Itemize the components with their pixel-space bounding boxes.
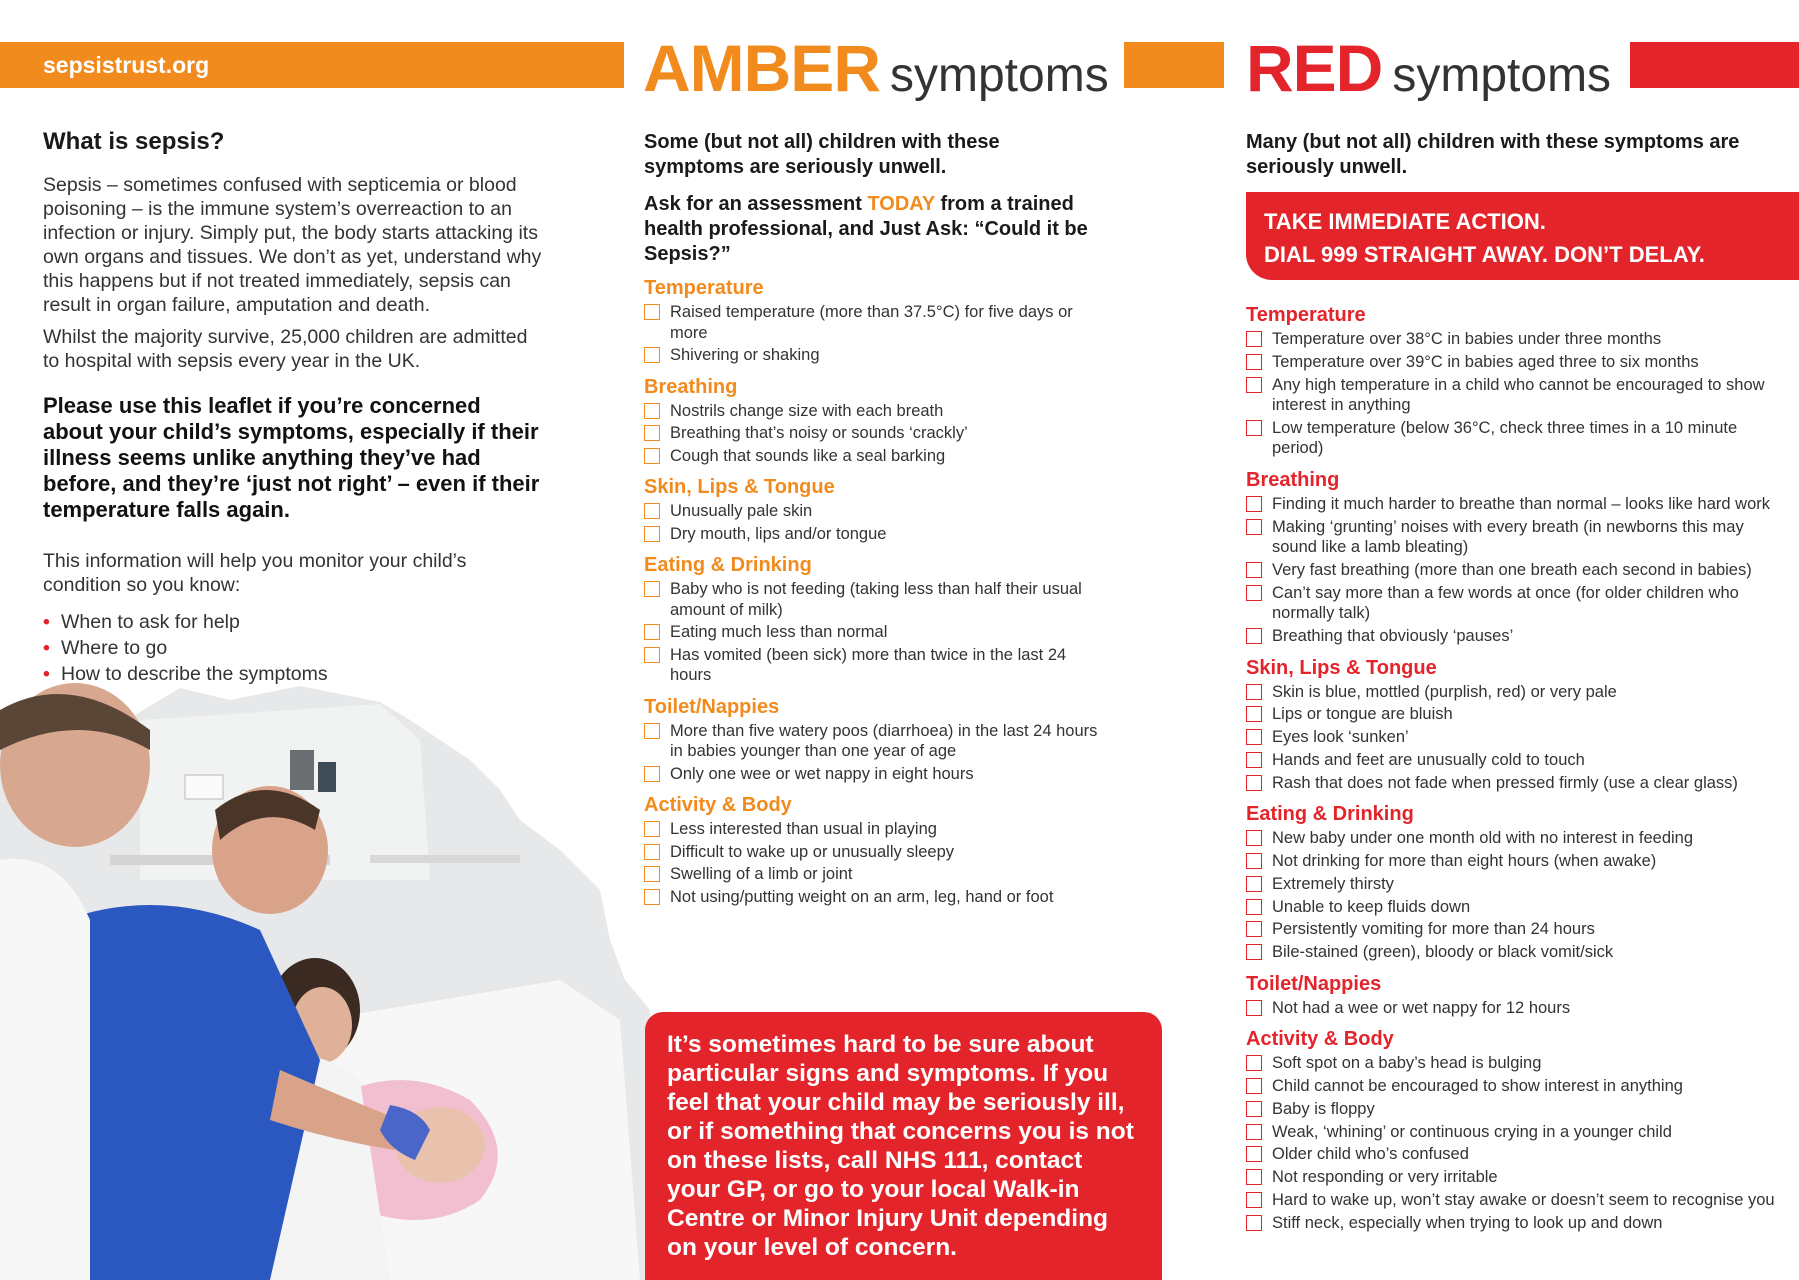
checkbox-icon[interactable] xyxy=(1246,331,1262,347)
section-title: Activity & Body xyxy=(644,794,792,816)
symptom-text: Baby who is not feeding (taking less than half their usual amount of milk) xyxy=(670,580,1082,619)
symptom-item xyxy=(1246,560,1786,581)
symptom-text: Hard to wake up, won’t stay awake or doesn’t seem to recognise you xyxy=(1272,1191,1775,1210)
symptom-text: Soft spot on a baby’s head is bulging xyxy=(1272,1054,1542,1073)
symptom-item xyxy=(1246,329,1786,350)
action-line-2: DIAL 999 STRAIGHT AWAY. DON’T DELAY. xyxy=(1264,242,1705,267)
red-heading xyxy=(1246,30,1611,106)
symptom-text: Temperature over 39°C in babies aged three to six months xyxy=(1272,352,1699,371)
symptom-item xyxy=(1246,897,1786,918)
banner-bar-middle xyxy=(1124,42,1224,88)
symptom-item xyxy=(644,887,1104,908)
symptom-text: Lips or tongue are bluish xyxy=(1272,705,1453,724)
checkbox-icon[interactable] xyxy=(1246,684,1262,700)
symptom-text: Not had a wee or wet nappy for 12 hours xyxy=(1272,998,1571,1017)
symptom-text: Unusually pale skin xyxy=(670,502,813,520)
intro-paragraph-1: Sepsis – sometimes confused with septicemia or blood poisoning – is the immune system’s overreaction to an infection or injury. Simply put, the body starts attacking its own organs and tissues. We don’t as yet, understand why this happens but if not treated immediately, sepsis can result in organ failure, amputation and death. xyxy=(43,174,542,316)
section-title: Temperature xyxy=(644,277,764,299)
checkbox-icon[interactable] xyxy=(1246,830,1262,846)
symptom-text: Cough that sounds like a seal barking xyxy=(670,446,946,465)
symptom-item xyxy=(1246,583,1786,624)
checkbox-icon[interactable] xyxy=(1246,1215,1262,1231)
notice-text: It’s sometimes hard to be sure about particular signs and symptoms. If you feel that your child may be seriously ill, or if something that concerns you is not on these lists, call NHS 111, contact your GP, or go to your local Walk-in Centre or Minor Injury Unit depending on your level of concern. xyxy=(667,1031,1134,1261)
amber-section xyxy=(644,696,1104,785)
checkbox-icon[interactable] xyxy=(644,304,660,320)
symptom-item xyxy=(1246,682,1786,703)
checkbox-icon[interactable] xyxy=(1246,585,1262,601)
checkbox-icon[interactable] xyxy=(1246,562,1262,578)
symptom-item xyxy=(1246,750,1786,771)
checkbox-icon[interactable] xyxy=(1246,496,1262,512)
amber-section xyxy=(644,794,1104,907)
checkbox-icon[interactable] xyxy=(1246,853,1262,869)
amber-section xyxy=(644,476,1104,544)
symptom-item xyxy=(1246,828,1786,849)
red-section xyxy=(1246,1028,1786,1233)
symptom-text: Less interested than usual in playing xyxy=(670,820,937,838)
bullet-dot-icon: • xyxy=(43,663,50,685)
checkbox-icon[interactable] xyxy=(1246,420,1262,436)
checkbox-icon[interactable] xyxy=(1246,1124,1262,1140)
amber-intro: Some (but not all) children with these symptoms are seriously unwell. xyxy=(644,131,1000,178)
symptom-item xyxy=(1246,418,1786,459)
symptom-item xyxy=(644,501,1104,522)
symptom-item xyxy=(1246,874,1786,895)
symptom-item xyxy=(1246,1076,1786,1097)
bullet-item: • When to ask for help xyxy=(43,611,240,633)
symptom-item xyxy=(1246,727,1786,748)
checkbox-icon[interactable] xyxy=(1246,354,1262,370)
symptom-text: Rash that does not fade when pressed firmly (use a clear glass) xyxy=(1272,773,1738,792)
checkbox-icon[interactable] xyxy=(644,723,660,739)
checkbox-icon[interactable] xyxy=(1246,1192,1262,1208)
symptom-text: Making ‘grunting’ noises with every breath (in newborns this may sound like a lamb bleating) xyxy=(1272,517,1744,557)
checkbox-icon[interactable] xyxy=(1246,377,1262,393)
symptom-item xyxy=(1246,1144,1786,1165)
section-title: Activity & Body xyxy=(1246,1028,1394,1051)
symptom-text: Only one wee or wet nappy in eight hours xyxy=(670,764,974,783)
today-highlight: TODAY xyxy=(867,193,935,215)
checkbox-icon[interactable] xyxy=(1246,752,1262,768)
immediate-action-banner xyxy=(1246,192,1799,280)
banner-bar-right xyxy=(1630,42,1799,88)
symptom-item xyxy=(644,446,1104,467)
symptom-item xyxy=(1246,919,1786,940)
checkbox-icon[interactable] xyxy=(644,647,660,663)
help-bullet-list xyxy=(43,609,543,687)
symptom-item xyxy=(644,764,1104,785)
symptom-item xyxy=(1246,626,1786,647)
intro-title: What is sepsis? xyxy=(43,128,225,155)
symptom-text: Child cannot be encouraged to show interest in anything xyxy=(1272,1077,1683,1096)
checkbox-icon[interactable] xyxy=(644,503,660,519)
checkbox-icon[interactable] xyxy=(644,821,660,837)
checkbox-icon[interactable] xyxy=(1246,706,1262,722)
section-title: Skin, Lips & Tongue xyxy=(1246,656,1437,679)
symptom-text: Baby is floppy xyxy=(1272,1099,1375,1118)
section-title: Temperature xyxy=(1246,304,1366,326)
symptom-item xyxy=(1246,1053,1786,1074)
symptom-text: Very fast breathing (more than one breath each second in babies) xyxy=(1272,560,1752,579)
bullet-item: • How to describe the symptoms xyxy=(43,663,328,685)
amber-column xyxy=(644,130,1104,909)
red-column xyxy=(1246,130,1786,190)
symptom-item xyxy=(1246,851,1786,872)
bullet-item: • Where to go xyxy=(43,637,168,659)
checkbox-icon[interactable] xyxy=(644,766,660,782)
section-title: Eating & Drinking xyxy=(1246,803,1414,826)
amber-ask: Ask for an assessment TODAY from a trained health professional, and Just Ask: “Could it be Sepsis?” xyxy=(644,193,1088,265)
checkbox-icon[interactable] xyxy=(1246,1146,1262,1162)
checkbox-icon[interactable] xyxy=(644,866,660,882)
symptom-text: Dry mouth, lips and/or tongue xyxy=(670,524,887,543)
red-section xyxy=(1246,304,1786,459)
symptom-item xyxy=(1246,1099,1786,1120)
symptom-text: Not drinking for more than eight hours (when awake) xyxy=(1272,852,1657,871)
checkbox-icon[interactable] xyxy=(1246,1101,1262,1117)
red-heading-small: symptoms xyxy=(1392,49,1612,102)
symptom-item xyxy=(1246,494,1786,515)
checkbox-icon[interactable] xyxy=(1246,899,1262,915)
symptom-item xyxy=(644,819,1104,840)
amber-heading-small: symptoms xyxy=(890,49,1109,102)
symptom-item xyxy=(644,645,1104,686)
symptom-item xyxy=(644,864,1104,885)
checkbox-icon[interactable] xyxy=(1246,876,1262,892)
bullet-dot-icon: • xyxy=(43,637,50,659)
symptom-text: Has vomited (been sick) more than twice in the last 24 hours xyxy=(670,645,1067,684)
bullet-dot-icon: • xyxy=(43,611,50,633)
symptom-text: Skin is blue, mottled (purplish, red) or very pale xyxy=(1272,682,1617,701)
hospital-photo xyxy=(0,680,655,1280)
symptom-text: New baby under one month old with no interest in feeding xyxy=(1272,829,1694,848)
concern-paragraph: Please use this leaflet if you’re concerned about your child’s symptoms, especially if their illness seems unlike anything they’ve had before, and they’re ‘just not right’ – even if their temperature falls again. xyxy=(43,393,540,522)
action-line-1: TAKE IMMEDIATE ACTION. xyxy=(1264,209,1546,234)
symptom-text: Any high temperature in a child who cannot be encouraged to show interest in anything xyxy=(1272,375,1765,415)
symptom-item xyxy=(1246,1122,1786,1143)
symptom-text: Shivering or shaking xyxy=(670,346,820,364)
checkbox-icon[interactable] xyxy=(644,844,660,860)
symptom-text: Low temperature (below 36°C, check three times in a 10 minute period) xyxy=(1272,418,1738,458)
checkbox-icon[interactable] xyxy=(644,526,660,542)
symptom-text: Difficult to wake up or unusually sleepy xyxy=(670,842,955,861)
section-title: Breathing xyxy=(1246,468,1340,491)
symptom-text: Finding it much harder to breathe than normal – looks like hard work xyxy=(1272,494,1771,513)
symptom-item xyxy=(1246,1190,1786,1211)
site-url[interactable]: sepsistrust.org xyxy=(43,52,210,78)
symptom-text: Breathing that obviously ‘pauses’ xyxy=(1272,627,1514,646)
symptom-text: Not using/putting weight on an arm, leg, hand or foot xyxy=(670,887,1054,906)
checkbox-icon[interactable] xyxy=(1246,729,1262,745)
symptom-text: Stiff neck, especially when trying to look up and down xyxy=(1272,1213,1663,1232)
symptom-item xyxy=(1246,517,1786,558)
symptom-text: Hands and feet are unusually cold to touch xyxy=(1272,750,1585,769)
symptom-item xyxy=(1246,773,1786,794)
checkbox-icon[interactable] xyxy=(644,403,660,419)
symptom-text: More than five watery poos (diarrhoea) in the last 24 hours in babies younger than one year of age xyxy=(670,721,1098,760)
symptom-text: Unable to keep fluids down xyxy=(1272,897,1471,916)
red-symptom-sections xyxy=(1246,294,1786,1236)
checkbox-icon[interactable] xyxy=(1246,921,1262,937)
checkbox-icon[interactable] xyxy=(1246,1055,1262,1071)
symptom-item xyxy=(644,842,1104,863)
section-title: Breathing xyxy=(644,375,738,398)
symptom-text: Weak, ‘whining’ or continuous crying in a younger child xyxy=(1272,1122,1672,1141)
checkbox-icon[interactable] xyxy=(644,581,660,597)
intro-paragraph-3: This information will help you monitor your child’s condition so you know: xyxy=(43,550,467,596)
amber-section xyxy=(644,376,1104,467)
checkbox-icon[interactable] xyxy=(644,889,660,905)
symptom-text: Not responding or very irritable xyxy=(1272,1168,1498,1187)
checkbox-icon[interactable] xyxy=(644,347,660,363)
symptom-text: Swelling of a limb or joint xyxy=(670,865,853,883)
amber-section xyxy=(644,277,1104,366)
symptom-text: Eyes look ‘sunken’ xyxy=(1272,728,1409,747)
symptom-item xyxy=(644,423,1104,444)
symptom-text: Extremely thirsty xyxy=(1272,874,1394,893)
checkbox-icon[interactable] xyxy=(1246,628,1262,644)
symptom-text: Raised temperature (more than 37.5°C) for five days or more xyxy=(670,303,1073,342)
red-section xyxy=(1246,973,1786,1019)
checkbox-icon[interactable] xyxy=(644,448,660,464)
symptom-text: Can’t say more than a few words at once (for older children who normally talk) xyxy=(1272,583,1739,623)
symptom-text: Temperature over 38°C in babies under three months xyxy=(1272,330,1662,348)
checkbox-icon[interactable] xyxy=(1246,775,1262,791)
symptom-text: Bile-stained (green), bloody or black vomit/sick xyxy=(1272,943,1614,962)
section-title: Skin, Lips & Tongue xyxy=(644,476,835,498)
symptom-item xyxy=(644,524,1104,545)
symptom-text: Older child who’s confused xyxy=(1272,1145,1469,1164)
symptom-text: Breathing that’s noisy or sounds ‘crackly’ xyxy=(670,424,968,442)
symptom-item xyxy=(1246,352,1786,373)
symptom-item xyxy=(1246,942,1786,963)
intro-paragraph-2: Whilst the majority survive, 25,000 children are admitted to hospital with sepsis every year in the UK. xyxy=(43,326,528,372)
red-section xyxy=(1246,657,1786,794)
symptom-item xyxy=(644,579,1104,620)
uncertain-symptoms-notice xyxy=(645,1012,1162,1280)
symptom-item xyxy=(644,345,1104,366)
symptom-text: Eating much less than normal xyxy=(670,623,888,641)
red-intro: Many (but not all) children with these symptoms are seriously unwell. xyxy=(1246,131,1740,178)
amber-symptom-sections xyxy=(644,277,1104,907)
checkbox-icon[interactable] xyxy=(1246,944,1262,960)
checkbox-icon[interactable] xyxy=(1246,1169,1262,1185)
red-section xyxy=(1246,469,1786,647)
section-title: Eating & Drinking xyxy=(644,554,812,576)
symptom-item xyxy=(1246,1167,1786,1188)
symptom-item xyxy=(644,721,1104,762)
section-title: Toilet/Nappies xyxy=(644,695,780,718)
checkbox-icon[interactable] xyxy=(644,425,660,441)
amber-heading-big: AMBER xyxy=(643,31,880,105)
red-heading-big: RED xyxy=(1246,31,1383,105)
checkbox-icon[interactable] xyxy=(1246,1078,1262,1094)
amber-section xyxy=(644,554,1104,686)
symptom-text: Persistently vomiting for more than 24 hours xyxy=(1272,920,1595,939)
section-title: Toilet/Nappies xyxy=(1246,972,1382,995)
symptom-item xyxy=(644,622,1104,643)
symptom-item xyxy=(1246,704,1786,725)
symptom-item xyxy=(644,302,1104,343)
symptom-item xyxy=(644,401,1104,422)
amber-heading xyxy=(643,30,1109,106)
symptom-text: Nostrils change size with each breath xyxy=(670,401,944,420)
checkbox-icon[interactable] xyxy=(1246,519,1262,535)
checkbox-icon[interactable] xyxy=(1246,1000,1262,1016)
checkbox-icon[interactable] xyxy=(644,624,660,640)
red-section xyxy=(1246,803,1786,962)
intro-column xyxy=(43,128,543,687)
symptom-item xyxy=(1246,998,1786,1019)
symptom-item xyxy=(1246,375,1786,416)
symptom-item xyxy=(1246,1213,1786,1234)
